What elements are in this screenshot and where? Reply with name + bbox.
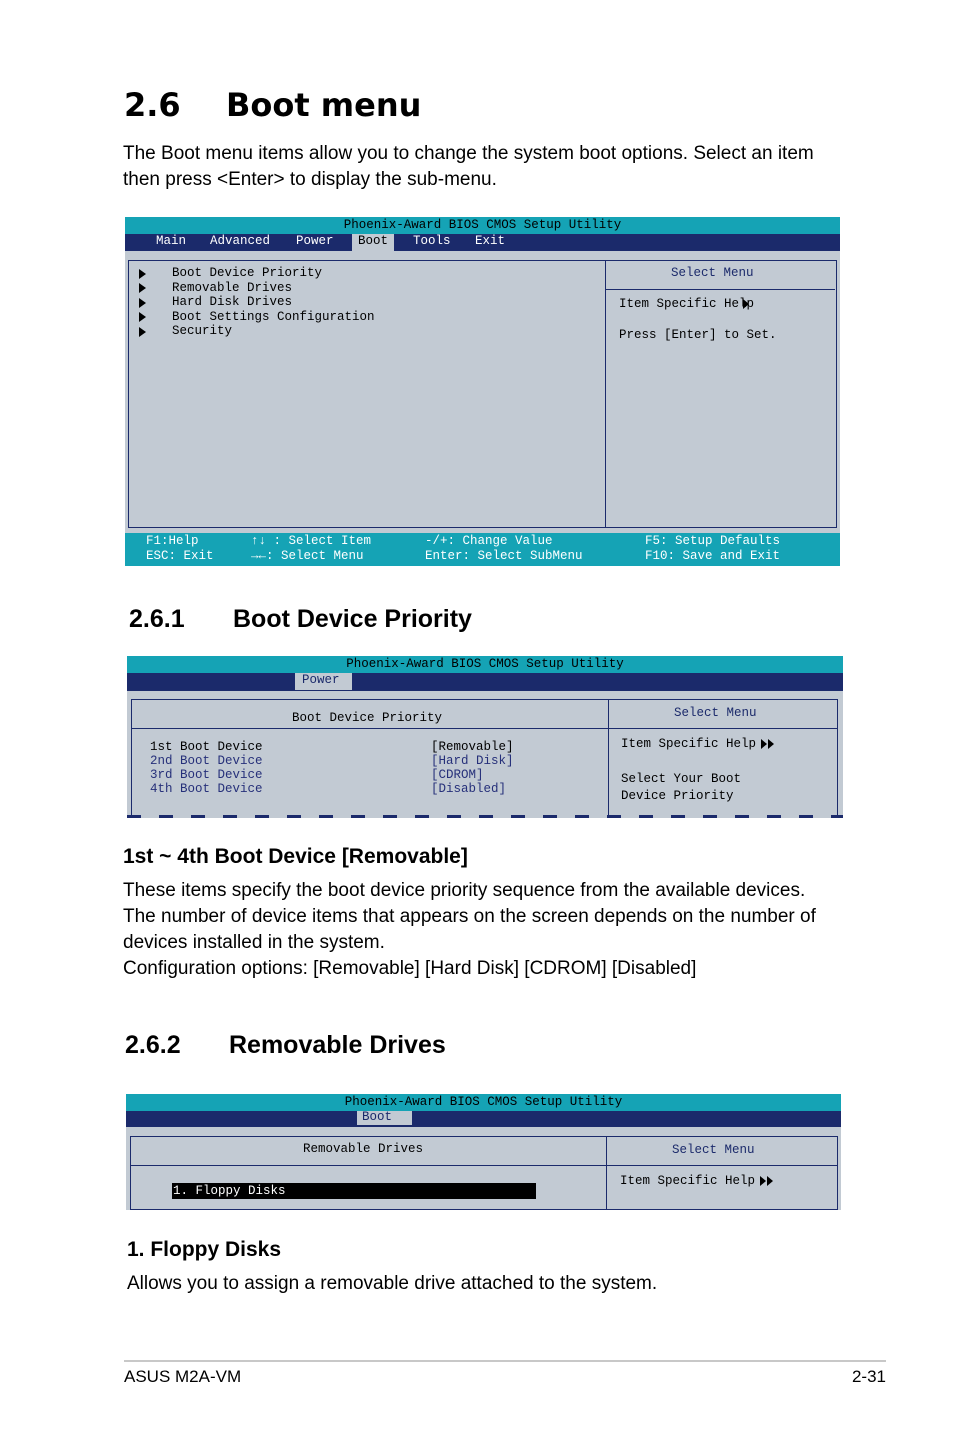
help-line-1: Item Specific Help (621, 737, 757, 751)
subsection-number: 2.6.1 (129, 605, 185, 633)
item-heading-boot-device: 1st ~ 4th Boot Device [Removable] (123, 845, 468, 868)
help-divider (609, 728, 837, 729)
menu-power[interactable]: Power (295, 673, 352, 690)
bios-screen-removable-drives (126, 1094, 841, 1210)
description-line: devices installed in the system. (123, 932, 385, 953)
subsection-title: Removable Drives (229, 1031, 446, 1059)
submenu-arrow-icon (139, 298, 146, 308)
bios-menubar (126, 1111, 841, 1127)
footer-select-item: ↑↓ : Select Item (251, 534, 372, 548)
menu-advanced[interactable]: Advanced (210, 234, 271, 248)
double-chevron-icon (761, 739, 767, 749)
menu-boot[interactable]: Boot (357, 1111, 412, 1125)
floppy-disks-item[interactable]: 1. Floppy Disks (173, 1184, 286, 1198)
menu-main[interactable]: Main (156, 234, 187, 248)
subsection-title: Boot Device Priority (233, 605, 472, 633)
description-line: These items specify the boot device priority sequence from the available devices. (123, 880, 806, 901)
boot-device-3-label[interactable]: 3rd Boot Device (150, 768, 263, 782)
panel-divider (131, 1165, 606, 1166)
configuration-options: Configuration options: [Removable] [Hard Disk] [CDROM] [Disabled] (123, 958, 697, 979)
panel-divider (132, 728, 608, 729)
item-description-boot-device (123, 878, 883, 982)
bios-menubar (127, 673, 843, 691)
footer-select-menu: →←: Select Menu (251, 549, 364, 563)
bios-title: Phoenix-Award BIOS CMOS Setup Utility (126, 1094, 841, 1111)
menu-item-hard-disk-drives[interactable]: Hard Disk Drives (172, 295, 293, 309)
bios-screen-boot (125, 217, 840, 566)
footer-rule (124, 1360, 886, 1362)
subsection-heading-removable-drives (125, 1031, 446, 1060)
double-chevron-icon (768, 739, 774, 749)
bios-menubar (125, 234, 840, 251)
menu-boot[interactable]: Boot (352, 234, 394, 251)
help-line-1: Item Specific Help (620, 1174, 756, 1188)
boot-device-1-value[interactable]: [Removable] (431, 740, 514, 754)
footer-enter: Enter: Select SubMenu (425, 549, 583, 563)
help-line-1: Item Specific Help (619, 297, 755, 311)
item-heading-floppy-disks: 1. Floppy Disks (127, 1238, 282, 1261)
help-header: Select Menu (674, 706, 757, 720)
cursor-arrow-icon (743, 299, 749, 309)
description-line: The number of device items that appears on the screen depends on the number of (123, 906, 816, 927)
submenu-arrow-icon (139, 312, 146, 322)
boot-device-4-value[interactable]: [Disabled] (431, 782, 507, 796)
section-number: 2.6 (124, 86, 181, 124)
footer-page-number: 2-31 (851, 1367, 886, 1386)
bios-screen-boot-device-priority (127, 656, 843, 818)
boot-device-2-value[interactable]: [Hard Disk] (431, 754, 514, 768)
submenu-arrow-icon (139, 283, 146, 293)
help-header: Select Menu (672, 1143, 755, 1157)
menu-tools[interactable]: Tools (413, 234, 451, 248)
boot-device-4-label[interactable]: 4th Boot Device (150, 782, 263, 796)
bios-title: Phoenix-Award BIOS CMOS Setup Utility (125, 217, 840, 234)
menu-item-security[interactable]: Security (172, 324, 233, 338)
help-divider (607, 1165, 837, 1166)
bios-footer (125, 533, 840, 566)
panel-title: Removable Drives (303, 1142, 424, 1156)
menu-power[interactable]: Power (296, 234, 334, 248)
menu-item-boot-settings[interactable]: Boot Settings Configuration (172, 310, 375, 324)
submenu-arrow-icon (139, 269, 146, 279)
bios-title: Phoenix-Award BIOS CMOS Setup Utility (127, 656, 843, 673)
footer-change-value: -/+: Change Value (425, 534, 553, 548)
menu-exit[interactable]: Exit (475, 234, 506, 248)
double-chevron-icon (760, 1176, 766, 1186)
section-heading (124, 86, 421, 124)
menu-item-boot-device-priority[interactable]: Boot Device Priority (172, 266, 323, 280)
submenu-arrow-icon (139, 327, 146, 337)
help-line-2: Press [Enter] to Set. (619, 328, 777, 342)
selected-item-highlight[interactable] (172, 1183, 536, 1199)
footer-f10: F10: Save and Exit (645, 549, 781, 563)
double-chevron-icon (767, 1176, 773, 1186)
footer-esc: ESC: Exit (146, 549, 214, 563)
footer-product-name: ASUS M2A-VM (124, 1367, 242, 1386)
help-header: Select Menu (671, 266, 754, 280)
help-line-2: Select Your Boot (621, 772, 742, 786)
footer-f1: F1:Help (146, 534, 199, 548)
subsection-number: 2.6.2 (125, 1031, 181, 1059)
cut-edge (127, 815, 843, 818)
item-description-floppy-disks: Allows you to assign a removable drive attached to the system. (127, 1273, 658, 1294)
subsection-heading-boot-device-priority (129, 605, 472, 634)
footer-f5: F5: Setup Defaults (645, 534, 781, 548)
section-title: Boot menu (226, 86, 422, 124)
boot-device-3-value[interactable]: [CDROM] (431, 768, 484, 782)
intro-paragraph: The Boot menu items allow you to change the system boot options. Select an item then press <Enter> to display the sub-menu. (123, 143, 814, 190)
help-divider (606, 289, 835, 290)
menu-item-removable-drives[interactable]: Removable Drives (172, 281, 293, 295)
panel-title: Boot Device Priority (292, 711, 443, 725)
boot-device-1-label[interactable]: 1st Boot Device (150, 740, 263, 754)
boot-device-2-label[interactable]: 2nd Boot Device (150, 754, 263, 768)
help-line-3: Device Priority (621, 789, 734, 803)
